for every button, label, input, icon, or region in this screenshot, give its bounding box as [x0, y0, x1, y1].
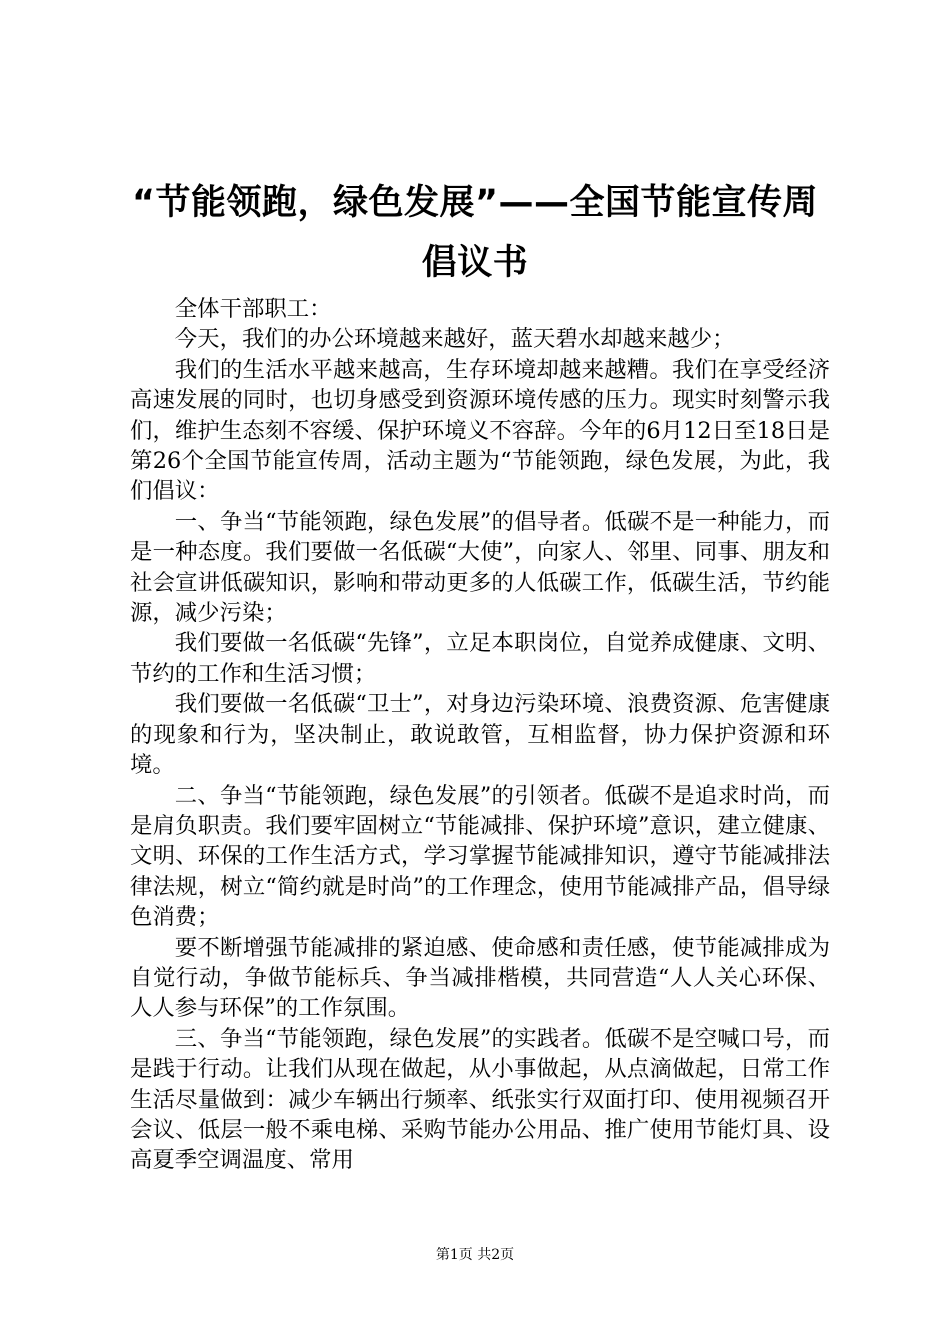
page-number-footer: 第1页 共2页 — [435, 1247, 515, 1263]
paragraph: 我们要做一名低碳“先锋”，立足本职岗位，自觉养成健康、文明、节约的工作和生活习惯； — [130, 630, 830, 687]
paragraph: 一、争当“节能领跑，绿色发展”的倡导者。低碳不是一种能力，而是一种态度。我们要做一名低碳“大使”，向家人、邻里、同事、朋友和社会宣讲低碳知识，影响和带动更多的人低碳工作，低碳生活，节约能源，减少污染； — [130, 508, 830, 627]
salutation: 全体干部职工： — [174, 296, 332, 322]
document-title-continued: 倡议书 — [421, 243, 529, 283]
document-title: “节能领跑，绿色发展”——全国节能宣传周 — [131, 183, 818, 223]
paragraph: 二、争当“节能领跑，绿色发展”的引领者。低碳不是追求时尚，而是肩负职责。我们要牢固树立“节能减排、保护环境”意识，建立健康、文明、环保的工作生活方式，学习掌握节能减排知识，遵守节能减排法律法规，树立“简约就是时尚”的工作理念，使用节能减排产品，倡导绿色消费； — [130, 782, 830, 931]
paragraph: 我们的生活水平越来越高，生存环境却越来越糟。我们在享受经济高速发展的同时，也切身感受到资源环境传感的压力。现实时刻警示我们，维护生态刻不容缓、保护环境义不容辞。今年的6月12日至18日是第26个全国节能宣传周，活动主题为“节能领跑，绿色发展，为此，我们倡议： — [130, 356, 830, 505]
paragraph: 我们要做一名低碳“卫士”，对身边污染环境、浪费资源、危害健康的现象和行为，坚决制止，敢说敢管，互相监督，协力保护资源和环境。 — [130, 691, 830, 779]
paragraph: 三、争当“节能领跑，绿色发展”的实践者。低碳不是空喊口号，而是践于行动。让我们从现在做起，从小事做起，从点滴做起，日常工作生活尽量做到：减少车辆出行频率、纸张实行双面打印、使用视频召开会议、低层一般不乘电梯、采购节能办公用品、推广使用节能灯具、设高夏季空调温度、常用 — [130, 1025, 830, 1174]
paragraph: 今天，我们的办公环境越来越好，蓝天碧水却越来越少； — [174, 326, 735, 353]
paragraph: 要不断增强节能减排的紧迫感、使命感和责任感，使节能减排成为自觉行动，争做节能标兵、争当减排楷模，共同营造“人人关心环保、人人参与环保”的工作氛围。 — [130, 934, 830, 1022]
document-body — [130, 294, 830, 1176]
